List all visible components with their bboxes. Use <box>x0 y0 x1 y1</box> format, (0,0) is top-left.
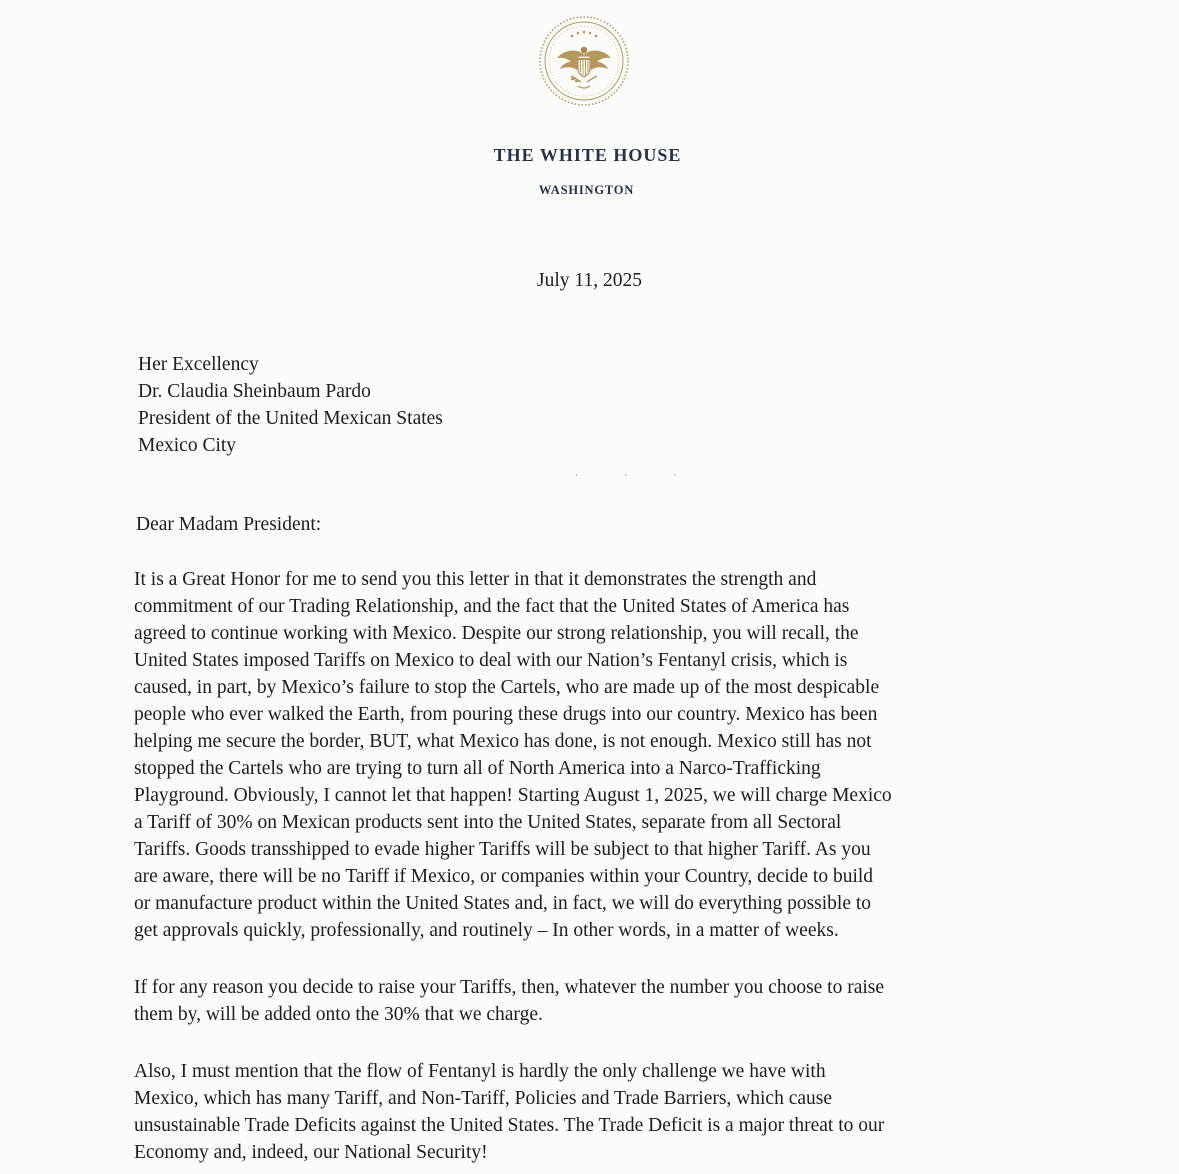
paragraph-line: stopped the Cartels who are trying to turn all of North America into a Narco-Trafficking <box>134 758 821 779</box>
letterhead-subtitle: WASHINGTON <box>538 183 635 197</box>
paragraph-line: unsustainable Trade Deficits against the United States. The Trade Deficit is a major threat to our <box>134 1115 885 1136</box>
paragraph-line: It is a Great Honor for me to send you this letter in that it demonstrates the strength and <box>134 569 817 590</box>
letterhead-title: THE WHITE HOUSE <box>493 145 682 165</box>
paragraph-line: are aware, there will be no Tariff if Mexico, or companies within your Country, decide to build <box>134 866 874 887</box>
paper-smudge: · · · <box>575 470 699 480</box>
paragraph-line: people who ever walked the Earth, from pouring these drugs into our country. Mexico has been <box>134 704 878 725</box>
paragraph-line: Mexico, which has many Tariff, and Non-Tariff, Policies and Trade Barriers, which cause <box>134 1088 833 1109</box>
paragraph-line: them by, will be added onto the 30% that we charge. <box>134 1004 543 1025</box>
paragraph-line: Playground. Obviously, I cannot let that happen! Starting August 1, 2025, we will charge Mexico <box>134 785 892 806</box>
paragraph-line: agreed to continue working with Mexico. Despite our strong relationship, you will recall, the <box>134 623 859 644</box>
paragraph-line: or manufacture product within the United States and, in fact, we will do everything possible to <box>134 893 872 914</box>
body-paragraph <box>134 566 892 944</box>
recipient-line: Dr. Claudia Sheinbaum Pardo <box>138 381 371 402</box>
letter-date: July 11, 2025 <box>537 270 642 291</box>
recipient-line: President of the United Mexican States <box>138 408 443 429</box>
recipient-line: Mexico City <box>138 435 237 456</box>
presidential-seal-icon <box>537 14 631 108</box>
recipient-line: Her Excellency <box>138 354 259 375</box>
paragraph-line: caused, in part, by Mexico’s failure to stop the Cartels, who are made up of the most despicable <box>134 677 880 698</box>
paragraph-line: Tariffs. Goods transshipped to evade higher Tariffs will be subject to that higher Tariff. As you <box>134 839 871 860</box>
paragraph-line: helping me secure the border, BUT, what Mexico has done, is not enough. Mexico still has not <box>134 731 872 752</box>
paragraph-line: a Tariff of 30% on Mexican products sent into the United States, separate from all Sectoral <box>134 812 842 833</box>
paragraph-line: If for any reason you decide to raise your Tariffs, then, whatever the number you choose to raise <box>134 977 885 998</box>
paragraph-line: commitment of our Trading Relationship, and the fact that the United States of America has <box>134 596 850 617</box>
paragraph-line: get approvals quickly, professionally, and routinely – In other words, in a matter of weeks. <box>134 920 839 941</box>
body-paragraph <box>134 1058 884 1166</box>
paragraph-line: Also, I must mention that the flow of Fentanyl is hardly the only challenge we have with <box>134 1061 826 1082</box>
paragraph-line: Economy and, indeed, our National Security! <box>134 1142 488 1163</box>
salutation: Dear Madam President: <box>136 514 322 535</box>
recipient-block <box>138 351 443 459</box>
paragraph-line: United States imposed Tariffs on Mexico to deal with our Nation’s Fentanyl crisis, which is <box>134 650 848 671</box>
body-paragraph <box>134 974 884 1028</box>
